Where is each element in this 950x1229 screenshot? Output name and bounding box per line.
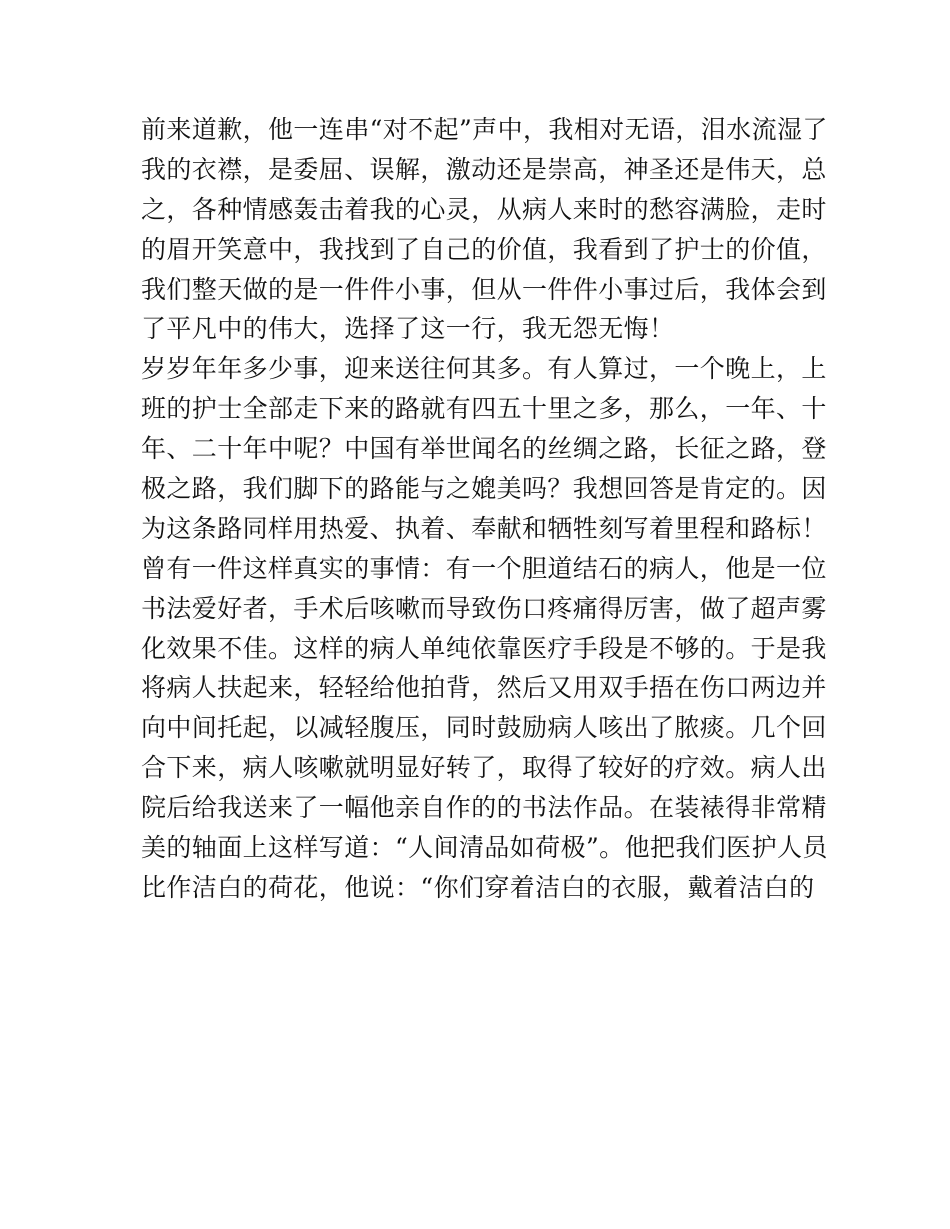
text-line: 合下来，病人咳嗽就明显好转了，取得了较好的疗效。病人出 — [141, 753, 827, 783]
text-line: 我的衣襟，是委屈、误解，激动还是崇高，神圣还是伟天，总 — [141, 154, 827, 184]
text-line: 曾有一件这样真实的事情：有一个胆道结石的病人，他是一位 — [141, 553, 827, 583]
text-line: 之，各种情感轰击着我的心灵，从病人来时的愁容满脸，走时 — [141, 194, 827, 224]
text-line: 美的轴面上这样写道：“人间清品如荷极”。他把我们医护人员 — [141, 833, 828, 863]
text-line: 比作洁白的荷花，他说：“你们穿着洁白的衣服，戴着洁白的 — [141, 872, 815, 902]
text-line: 年、二十年中呢？中国有举世闻名的丝绸之路，长征之路，登 — [141, 434, 827, 464]
text-line: 化效果不佳。这样的病人单纯依靠医疗手段是不够的。于是我 — [141, 633, 827, 663]
body-text — [141, 110, 828, 908]
text-line: 的眉开笑意中，我找到了自己的价值，我看到了护士的价值， — [141, 234, 827, 264]
text-line: 为这条路同样用热爱、执着、奉献和牺牲刻写着里程和路标！ — [141, 513, 827, 543]
text-line: 前来道歉，他一连串“对不起”声中，我相对无语，泪水流湿了 — [141, 115, 828, 144]
text-line: 向中间托起，以减轻腹压，同时鼓励病人咳出了脓痰。几个回 — [141, 713, 827, 743]
text-line: 岁岁年年多少事，迎来送往何其多。有人算过，一个晚上，上 — [141, 354, 827, 384]
text-line: 班的护士全部走下来的路就有四五十里之多，那么，一年、十 — [141, 394, 827, 424]
text-line: 了平凡中的伟大，选择了这一行，我无怨无悔！ — [141, 314, 675, 344]
text-line: 书法爱好者，手术后咳嗽而导致伤口疼痛得厉害，做了超声雾 — [141, 593, 827, 623]
text-line: 将病人扶起来，轻轻给他拍背，然后又用双手捂在伤口两边并 — [141, 673, 827, 703]
text-line: 院后给我送来了一幅他亲自作的的书法作品。在装裱得非常精 — [141, 793, 827, 823]
text-line: 我们整天做的是一件件小事，但从一件件小事过后，我体会到 — [141, 274, 827, 304]
text-line: 极之路，我们脚下的路能与之媲美吗？我想回答是肯定的。因 — [141, 474, 827, 504]
